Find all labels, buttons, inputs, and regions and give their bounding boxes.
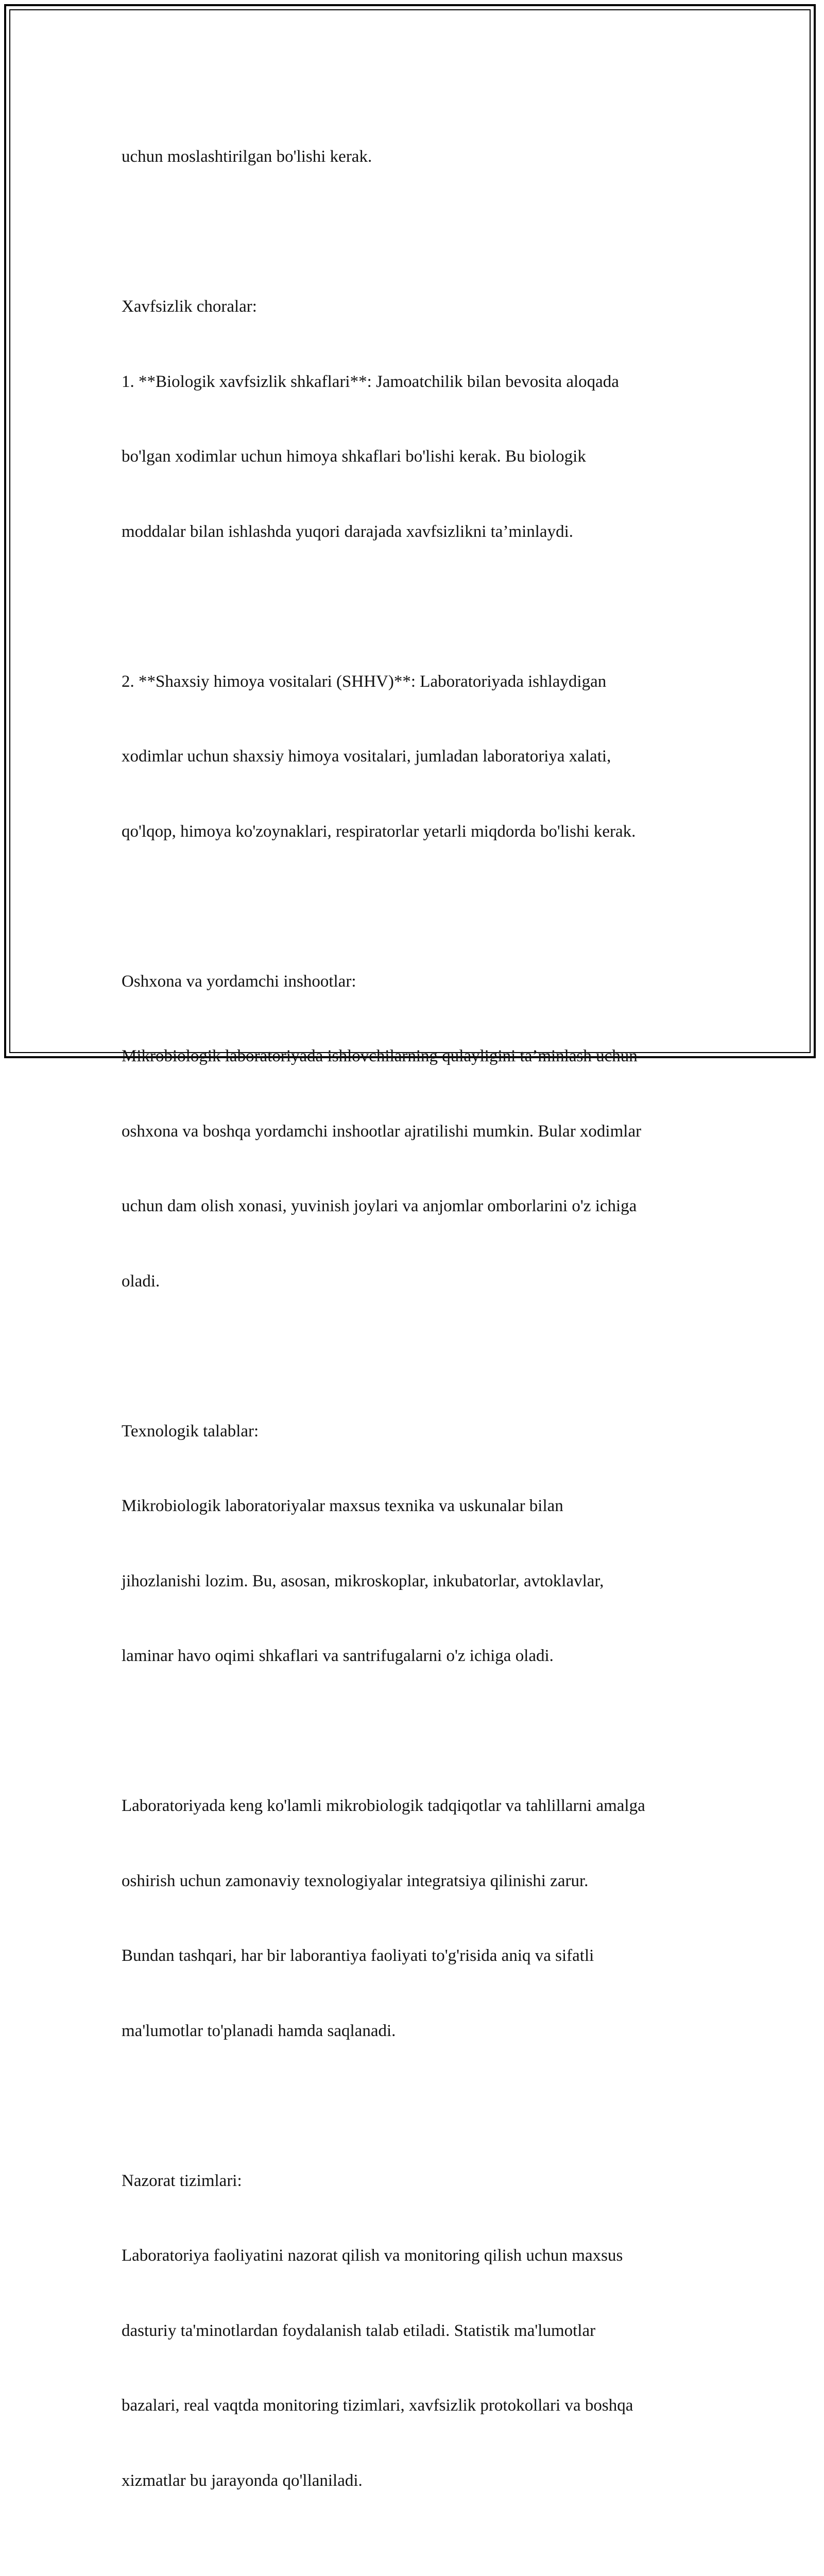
text-line: 1. **Biologik xavfsizlik shkaflari**: Jamoatchilik bilan bevosita aloqada <box>122 372 619 391</box>
section-heading: Nazorat tizimlari: <box>122 2171 242 2190</box>
text-line: xizmatlar bu jarayonda qo'llaniladi. <box>122 2471 363 2490</box>
text-line: bazalari, real vaqtda monitoring tizimlari, xavfsizlik protokollari va boshqa <box>122 2396 633 2415</box>
text-line: laminar havo oqimi shkaflari va santrifugalarni o'z ichiga oladi. <box>122 1647 554 1665</box>
text-line: oladi. <box>122 1272 160 1291</box>
text-line <box>122 2543 714 2568</box>
text-line <box>122 594 714 619</box>
text-line: Bundan tashqari, har bir laborantiya faoliyati to'g'risida aniq va sifatli <box>122 1946 594 1965</box>
text-line: oshirish uchun zamonaviy texnologiyalar integratsiya qilinishi zarur. <box>122 1871 589 1890</box>
section-heading: Xavfsizlik choralar: <box>122 297 257 316</box>
text-line <box>122 1719 714 1744</box>
text-line: uchun dam olish xonasi, yuvinish joylari va anjomlar omborlarini o'z ichiga <box>122 1197 637 1215</box>
text-line: qo'lqop, himoya ko'zoynaklari, respiratorlar yetarli miqdorda bo'lishi kerak. <box>122 822 636 841</box>
text-line <box>122 1344 714 1369</box>
text-line: uchun moslashtirilgan bo'lishi kerak. <box>122 147 372 166</box>
text-line: bo'lgan xodimlar uchun himoya shkaflari bo'lishi kerak. Bu biologik <box>122 447 586 466</box>
text-line <box>122 219 714 245</box>
text-line: Mikrobiologik laboratoriyada ishlovchilarning qulayligini ta’minlash uchun <box>122 1047 638 1065</box>
text-line: jihozlanishi lozim. Bu, asosan, mikroskoplar, inkubatorlar, avtoklavlar, <box>122 1571 604 1590</box>
text-line: moddalar bilan ishlashda yuqori darajada xavfsizlikni ta’minlaydi. <box>122 522 573 541</box>
section-heading: Texnologik talablar: <box>122 1421 259 1440</box>
text-line: Laboratoriyada keng ko'lamli mikrobiologik tadqiqotlar va tahlillarni amalga <box>122 1797 645 1815</box>
text-line: ma'lumotlar to'planadi hamda saqlanadi. <box>122 2021 396 2040</box>
text-line: Mikrobiologik laboratoriyalar maxsus texnika va uskunalar bilan <box>122 1497 563 1515</box>
text-line: dasturiy ta'minotlardan foydalanish talab etiladi. Statistik ma'lumotlar <box>122 2321 596 2340</box>
section-heading: Oshxona va yordamchi inshootlar: <box>122 972 356 991</box>
text-line: 2. **Shaxsiy himoya vositalari (SHHV)**: Laboratoriyada ishlaydigan <box>122 672 607 691</box>
text-line: oshxona va boshqa yordamchi inshootlar ajratilishi mumkin. Bular xodimlar <box>122 1122 642 1141</box>
text-line: Laboratoriya faoliyatini nazorat qilish va monitoring qilish uchun maxsus <box>122 2246 623 2265</box>
text-line <box>122 2093 714 2119</box>
text-line: xodimlar uchun shaxsiy himoya vositalari, jumladan laboratoriya xalati, <box>122 747 611 766</box>
document-body <box>122 94 714 2576</box>
text-line <box>122 894 714 919</box>
